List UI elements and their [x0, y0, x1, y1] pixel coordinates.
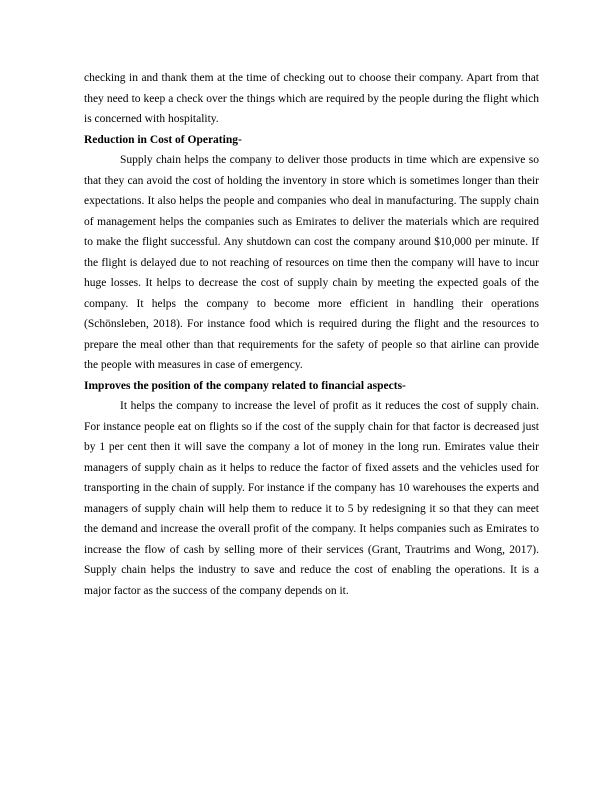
document-page	[84, 68, 539, 601]
section-heading-cost-reduction: Reduction in Cost of Operating-	[84, 133, 242, 146]
section-paragraph-cost-reduction: Supply chain helps the company to deliver those products in time which are expensive so that they can avoid the cost of holding the inventory in store which is sometimes longer than their expectations. It also helps the people and companies who deal in manufacturing. The supply chain of management helps the companies such as Emirates to deliver the materials which are required to make the flight successful. Any shutdown can cost the company around $10,000 per minute. If the flight is delayed due to not reaching of resources on time then the company will have to incur huge losses. It helps to decrease the cost of supply chain by meeting the expected goals of the company. It helps the company to become more efficient in handling their operations (Schönsleben, 2018). For instance food which is required during the flight and the resources to prepare the meal other than that requirements for the safety of people so that airline can provide the people with measures in case of emergency.	[84, 154, 539, 371]
section-heading-financial-position: Improves the position of the company related to financial aspects-	[84, 379, 406, 392]
section-paragraph-financial-position: It helps the company to increase the level of profit as it reduces the cost of supply chain. For instance people eat on flights so if the cost of the supply chain for that factor is decreased just by 1 per cent then it will save the company a lot of money in the long run. Emirates value their managers of supply chain as it helps to reduce the factor of fixed assets and the vehicles used for transporting in the chain of supply. For instance if the company has 10 warehouses the experts and managers of supply chain will help them to reduce it to 5 by redesigning it so that they can meet the demand and increase the overall profit of the company. It helps companies such as Emirates to increase the flow of cash by selling more of their services (Grant, Trautrims and Wong, 2017). Supply chain helps the industry to save and reduce the cost of enabling the operations. It is a major factor as the success of the company depends on it.	[84, 400, 539, 597]
intro-paragraph: checking in and thank them at the time of checking out to choose their company. Apart from that they need to keep a check over the things which are required by the people during the flight which is concerned with hospitality.	[84, 72, 539, 125]
